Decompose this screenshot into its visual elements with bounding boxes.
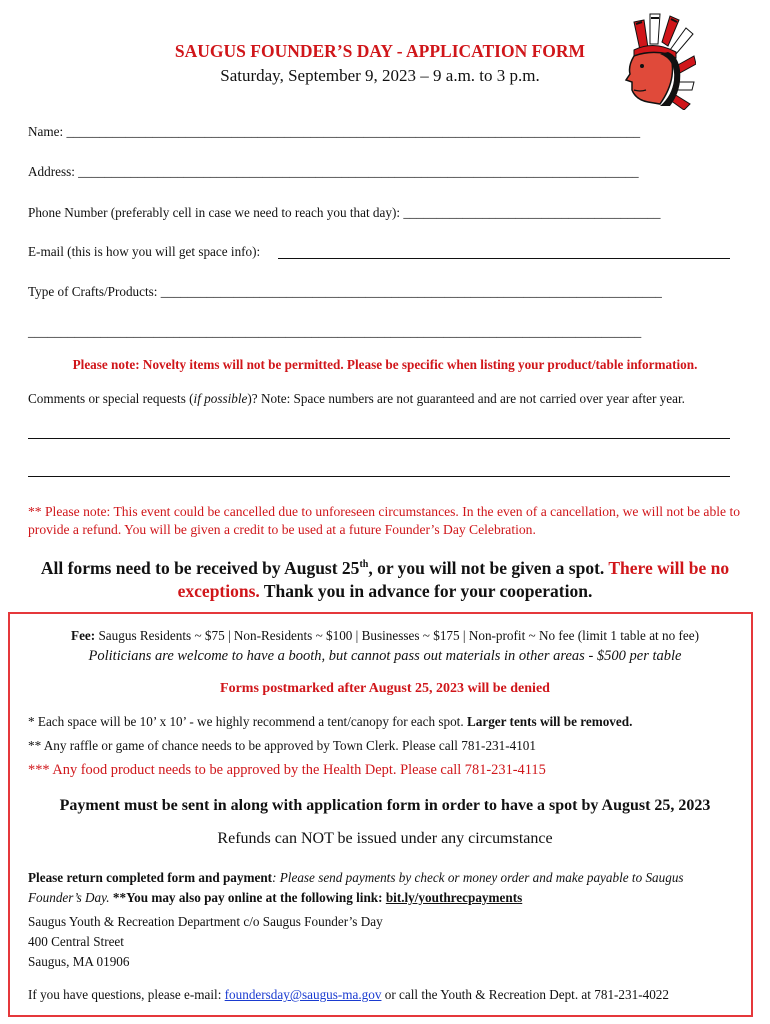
mailing-address-line-3: Saugus, MA 01906 [28, 954, 130, 969]
chief-headdress-logo [620, 10, 696, 110]
email-field-line[interactable] [278, 258, 730, 259]
return-instructions: Please return completed form and payment: Please send payments by check or money order and make payable to Saugus Founder’s Day. **You may also pay online at the following link: bit.ly/youthrecpayments [28, 870, 684, 905]
form-title: SAUGUS FOUNDER’S DAY - APPLICATION FORM [174, 41, 586, 61]
space-size-note: * Each space will be 10’ x 10’ - we highly recommend a tent/canopy for each spot. Larger tents will be removed. [28, 714, 633, 729]
food-note: *** Any food product needs to be approved by the Health Dept. Please call 781-231-4115 [28, 762, 546, 778]
email-field-label: E-mail (this is how you will get space info): [28, 244, 261, 259]
crafts-field[interactable]: Type of Crafts/Products: ____________________________________________________________________________ [28, 284, 662, 299]
phone-field[interactable]: Phone Number (preferably cell in case we need to reach you that day): _______________________________________ [28, 205, 661, 220]
event-date: Saturday, September 9, 2023 – 9 a.m. to 3 p.m. [220, 66, 540, 85]
mailing-address-line-2: 400 Central Street [28, 934, 124, 949]
mailing-address-line-1: Saugus Youth & Recreation Department c/o Saugus Founder’s Day [28, 914, 383, 929]
payment-link[interactable]: bit.ly/youthrecpayments [385, 890, 523, 905]
fee-schedule: Fee: Saugus Residents ~ $75 | Non-Residents ~ $100 | Businesses ~ $175 | Non-profit ~ No fee (limit 1 table at no fee) [71, 628, 699, 643]
comments-line-2[interactable] [28, 476, 730, 477]
comments-label: Comments or special requests (if possible)? Note: Space numbers are not guaranteed and are not carried over year after year. [28, 391, 685, 406]
raffle-note: ** Any raffle or game of chance needs to be approved by Town Clerk. Please call 781-231-4101 [28, 738, 536, 753]
politicians-note: Politicians are welcome to have a booth, but cannot pass out materials in other areas - $500 per table [88, 648, 682, 664]
novelty-note: Please note: Novelty items will not be permitted. Please be specific when listing your product/table information. [72, 357, 698, 372]
contact-line: If you have questions, please e-mail: foundersday@saugus-ma.gov or call the Youth & Recreation Dept. at 781-231-4022 [28, 987, 669, 1002]
cancellation-note: ** Please note: This event could be cancelled due to unforeseen circumstances. In the even of a cancellation, we will not be able to provide a refund. You will be given a credit to be used at a future Founder’s Day Celebration. [28, 504, 741, 537]
crafts-field-continued[interactable]: _____________________________________________________________________________________________ [28, 324, 642, 339]
comments-line-1[interactable] [28, 438, 730, 439]
payment-notice: Payment must be sent in along with application form in order to have a spot by August 25, 2023 [59, 797, 711, 814]
deadline-notice: All forms need to be received by August 25th, or you will not be given a spot. There will be no exceptions. Thank you in advance for your cooperation. [40, 558, 730, 601]
postmark-warning: Forms postmarked after August 25, 2023 will be denied [220, 681, 550, 696]
name-field[interactable]: Name: _______________________________________________________________________________________ [28, 124, 641, 139]
address-field[interactable]: Address: _____________________________________________________________________________________ [28, 164, 639, 179]
contact-email-link[interactable]: foundersday@saugus-ma.gov [224, 987, 382, 1002]
refund-policy: Refunds can NOT be issued under any circumstance [217, 830, 553, 847]
